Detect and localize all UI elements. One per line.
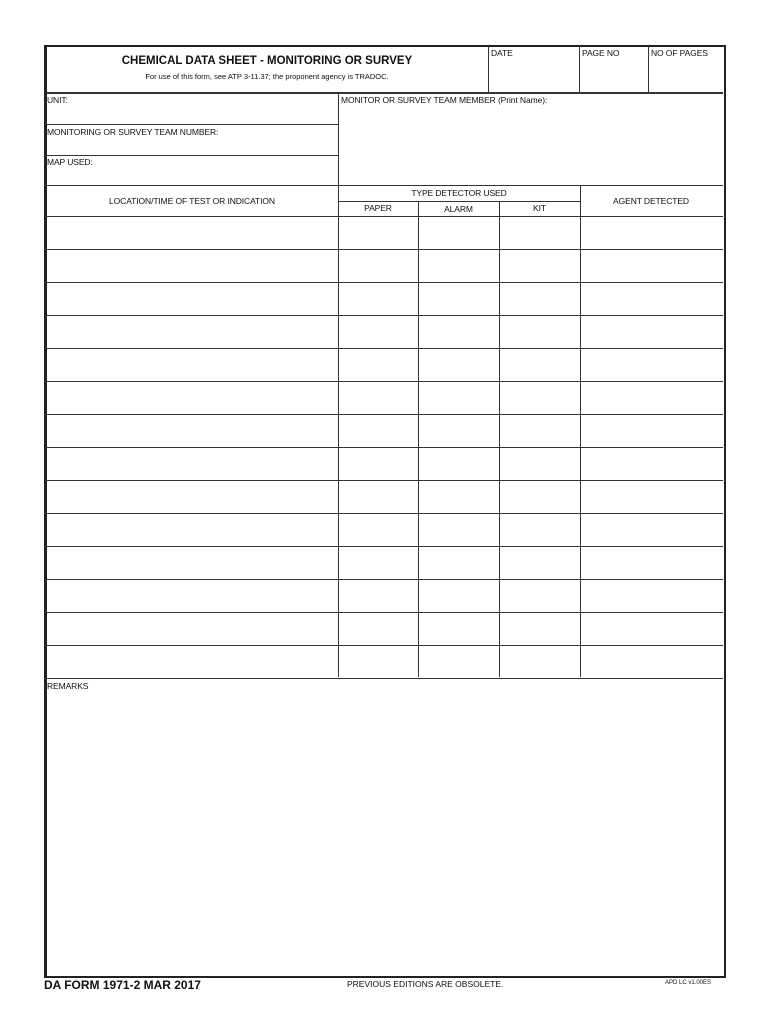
cell-paper[interactable] (339, 647, 417, 677)
col-paper-header: PAPER (364, 203, 392, 213)
team-member-label: MONITOR OR SURVEY TEAM MEMBER (Print Name): (341, 95, 548, 105)
cell-alarm[interactable] (419, 548, 498, 578)
col-agent-header: AGENT DETECTED (613, 196, 689, 206)
divider (46, 315, 723, 316)
cell-kit[interactable] (500, 317, 579, 347)
cell-location[interactable] (47, 515, 337, 545)
map-used-label: MAP USED: (47, 157, 93, 167)
divider (46, 216, 723, 217)
cell-alarm[interactable] (419, 416, 498, 446)
team-number-label: MONITORING OR SURVEY TEAM NUMBER: (47, 127, 219, 137)
cell-kit[interactable] (500, 581, 579, 611)
cell-alarm[interactable] (419, 350, 498, 380)
cell-kit[interactable] (500, 350, 579, 380)
cell-kit[interactable] (500, 449, 579, 479)
cell-agent[interactable] (581, 383, 721, 413)
obsolete-notice: PREVIOUS EDITIONS ARE OBSOLETE. (347, 979, 504, 989)
remarks-field[interactable] (47, 693, 721, 973)
cell-paper[interactable] (339, 482, 417, 512)
cell-kit[interactable] (500, 482, 579, 512)
cell-paper[interactable] (339, 548, 417, 578)
cell-location[interactable] (47, 548, 337, 578)
page-no-field[interactable] (580, 60, 648, 90)
unit-label: UNIT: (47, 95, 68, 105)
cell-location[interactable] (47, 449, 337, 479)
cell-kit[interactable] (500, 284, 579, 314)
cell-location[interactable] (47, 284, 337, 314)
cell-kit[interactable] (500, 614, 579, 644)
cell-paper[interactable] (339, 416, 417, 446)
cell-alarm[interactable] (419, 515, 498, 545)
cell-paper[interactable] (339, 383, 417, 413)
cell-paper[interactable] (339, 317, 417, 347)
col-location-header: LOCATION/TIME OF TEST OR INDICATION (109, 196, 275, 206)
divider (46, 381, 723, 382)
cell-kit[interactable] (500, 251, 579, 281)
cell-location[interactable] (47, 614, 337, 644)
cell-kit[interactable] (500, 548, 579, 578)
divider (46, 678, 723, 679)
cell-alarm[interactable] (419, 614, 498, 644)
cell-agent[interactable] (581, 350, 721, 380)
divider (46, 480, 723, 481)
cell-alarm[interactable] (419, 218, 498, 248)
cell-location[interactable] (47, 317, 337, 347)
cell-agent[interactable] (581, 647, 721, 677)
cell-alarm[interactable] (419, 647, 498, 677)
divider (46, 546, 723, 547)
divider (46, 348, 723, 349)
cell-agent[interactable] (581, 416, 721, 446)
divider (46, 612, 723, 613)
cell-alarm[interactable] (419, 449, 498, 479)
divider (46, 414, 723, 415)
divider (46, 155, 338, 156)
cell-location[interactable] (47, 218, 337, 248)
form-id: DA FORM 1971-2 MAR 2017 (44, 978, 201, 992)
no-of-pages-label: NO OF PAGES (651, 48, 708, 58)
form-subtitle: For use of this form, see ATP 3-11.37; the proponent agency is TRADOC. (145, 72, 389, 81)
cell-alarm[interactable] (419, 383, 498, 413)
divider (46, 513, 723, 514)
cell-paper[interactable] (339, 284, 417, 314)
cell-kit[interactable] (500, 647, 579, 677)
divider (46, 249, 723, 250)
cell-agent[interactable] (581, 482, 721, 512)
cell-kit[interactable] (500, 515, 579, 545)
map-used-field[interactable] (46, 168, 338, 184)
cell-alarm[interactable] (419, 581, 498, 611)
date-label: DATE (491, 48, 513, 58)
cell-alarm[interactable] (419, 317, 498, 347)
divider (46, 447, 723, 448)
col-kit-header: KIT (533, 203, 546, 213)
cell-paper[interactable] (339, 350, 417, 380)
divider (46, 645, 723, 646)
cell-agent[interactable] (581, 218, 721, 248)
version-label: APD LC v1.00ES (665, 980, 712, 986)
no-of-pages-field[interactable] (649, 60, 721, 90)
divider (46, 124, 338, 125)
page-no-label: PAGE NO (582, 48, 620, 58)
cell-agent[interactable] (581, 581, 721, 611)
team-member-field[interactable] (340, 107, 722, 183)
divider (46, 282, 723, 283)
cell-agent[interactable] (581, 449, 721, 479)
unit-field[interactable] (46, 106, 338, 123)
cell-location[interactable] (47, 482, 337, 512)
divider (46, 579, 723, 580)
cell-kit[interactable] (500, 218, 579, 248)
remarks-label: REMARKS (47, 681, 89, 691)
cell-location[interactable] (47, 383, 337, 413)
cell-agent[interactable] (581, 614, 721, 644)
cell-location[interactable] (47, 581, 337, 611)
cell-alarm[interactable] (419, 251, 498, 281)
cell-agent[interactable] (581, 515, 721, 545)
col-detector-group-header: TYPE DETECTOR USED (411, 188, 507, 198)
cell-location[interactable] (47, 416, 337, 446)
divider (338, 201, 580, 202)
divider (46, 92, 723, 94)
cell-alarm[interactable] (419, 482, 498, 512)
divider (46, 185, 723, 186)
cell-kit[interactable] (500, 383, 579, 413)
cell-location[interactable] (47, 350, 337, 380)
cell-paper[interactable] (339, 449, 417, 479)
cell-agent[interactable] (581, 284, 721, 314)
form-title: CHEMICAL DATA SHEET - MONITORING OR SURVEY (121, 55, 413, 67)
cell-paper[interactable] (339, 218, 417, 248)
cell-agent[interactable] (581, 251, 721, 281)
cell-agent[interactable] (581, 317, 721, 347)
cell-paper[interactable] (339, 614, 417, 644)
cell-agent[interactable] (581, 548, 721, 578)
cell-location[interactable] (47, 647, 337, 677)
cell-paper[interactable] (339, 251, 417, 281)
cell-location[interactable] (47, 251, 337, 281)
date-field[interactable] (489, 60, 579, 90)
divider (338, 93, 339, 185)
cell-paper[interactable] (339, 581, 417, 611)
col-alarm-header: ALARM (444, 204, 473, 214)
cell-alarm[interactable] (419, 284, 498, 314)
cell-kit[interactable] (500, 416, 579, 446)
cell-paper[interactable] (339, 515, 417, 545)
team-number-field[interactable] (46, 138, 338, 154)
